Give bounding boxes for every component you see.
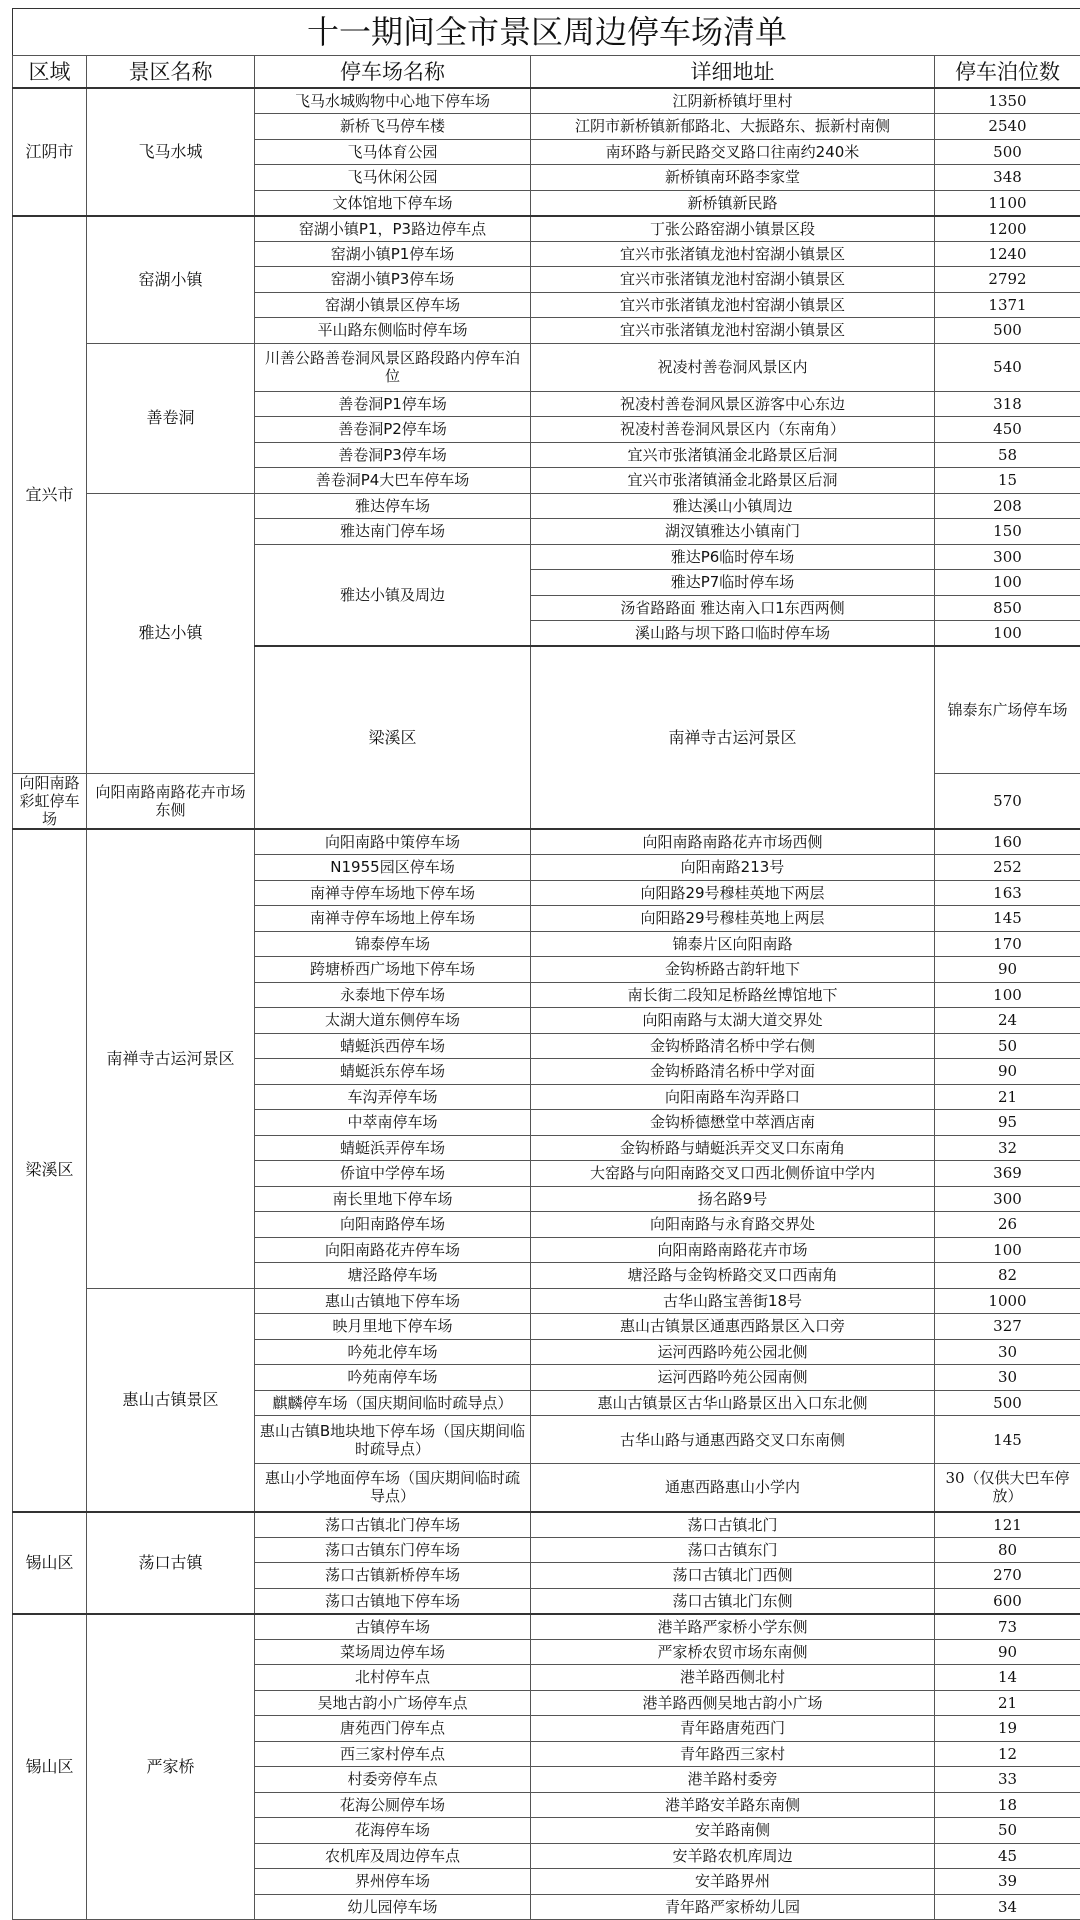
parking-name-cell: 荡口古镇地下停车场 [255,1588,531,1614]
spaces-cell: 100 [935,1237,1080,1263]
table-row [13,1288,1080,1314]
address-cell: 向阳南路南路花卉市场西侧 [531,829,935,855]
address-cell: 江阴市新桥镇新郁路北、大振路东、振新村南侧 [531,114,935,140]
table-row [13,829,1080,855]
parking-name-cell: 南长里地下停车场 [255,1186,531,1212]
spaces-cell: 145 [935,1416,1080,1464]
address-cell: 安羊路界州 [531,1869,935,1895]
address-cell: 宜兴市张渚镇龙池村窑湖小镇景区 [531,292,935,318]
spaces-cell: 90 [935,957,1080,983]
address-cell: 宜兴市张渚镇涌金北路景区后洞 [531,442,935,468]
spaces-cell: 39 [935,1869,1080,1895]
spaces-cell: 100 [935,982,1080,1008]
address-cell: 锦泰片区向阳南路 [531,931,935,957]
parking-name-cell: 跨塘桥西广场地下停车场 [255,957,531,983]
parking-name-cell: 中萃南停车场 [255,1110,531,1136]
parking-name-cell: 锦泰停车场 [255,931,531,957]
address-cell: 港羊路村委旁 [531,1767,935,1793]
address-cell: 金钩桥德懋堂中萃酒店南 [531,1110,935,1136]
address-cell: 向阳南路213号 [531,855,935,881]
scenic-cell: 严家桥 [87,1614,255,1920]
address-cell: 青年路严家桥幼儿园 [531,1894,935,1920]
spaces-cell: 73 [935,1614,1080,1640]
table-row [13,1614,1080,1640]
parking-name-cell: 文体馆地下停车场 [255,190,531,216]
spaces-cell: 1350 [935,88,1080,114]
address-cell: 扬名路9号 [531,1186,935,1212]
spaces-cell: 570 [935,774,1080,830]
parking-name-cell: 善卷洞P4大巴车停车场 [255,468,531,494]
spaces-cell: 58 [935,442,1080,468]
spaces-cell: 30 [935,1365,1080,1391]
parking-name-cell: 飞马休闲公园 [255,165,531,191]
parking-name-cell: 塘泾路停车场 [255,1263,531,1289]
address-cell: 向阳南路南路花卉市场东侧 [87,774,255,830]
address-cell: 荡口古镇北门东侧 [531,1588,935,1614]
scenic-cell: 南禅寺古运河景区 [87,829,255,1288]
address-cell: 古华山路宝善街18号 [531,1288,935,1314]
parking-name-cell: 荡口古镇东门停车场 [255,1537,531,1563]
spaces-cell: 163 [935,880,1080,906]
address-cell: 湖汊镇雅达小镇南门 [531,519,935,545]
zone-cell: 江阴市 [13,88,87,216]
header-row [13,56,1080,89]
address-cell: 金钩桥路清名桥中学对面 [531,1059,935,1085]
spaces-cell: 50 [935,1033,1080,1059]
address-cell: 新桥镇南环路李家堂 [531,165,935,191]
address-cell: 运河西路吟苑公园北侧 [531,1339,935,1365]
spaces-cell: 600 [935,1588,1080,1614]
page-title: 十一期间全市景区周边停车场清单 [12,8,1080,55]
scenic-cell: 窑湖小镇 [87,216,255,344]
address-cell: 运河西路吟苑公园南侧 [531,1365,935,1391]
parking-name-cell: 向阳南路停车场 [255,1212,531,1238]
parking-name-cell: 界州停车场 [255,1869,531,1895]
spaces-cell: 850 [935,595,1080,621]
address-cell: 港羊路西侧吴地古韵小广场 [531,1690,935,1716]
parking-name-cell: 雅达停车场 [255,493,531,519]
parking-name-cell: 惠山古镇B地块地下停车场（国庆期间临时疏导点） [255,1416,531,1464]
spaces-cell: 500 [935,1390,1080,1416]
address-cell: 溪山路与坝下路口临时停车场 [531,621,935,647]
spaces-cell: 450 [935,417,1080,443]
parking-name-cell: 北村停车点 [255,1665,531,1691]
parking-name-cell: 蜻蜓浜西停车场 [255,1033,531,1059]
spaces-cell: 121 [935,1512,1080,1538]
header-spaces: 停车泊位数 [935,56,1080,89]
address-cell: 南长街二段知足桥路丝博馆地下 [531,982,935,1008]
table-row [13,88,1080,114]
spaces-cell: 82 [935,1263,1080,1289]
spaces-cell: 150 [935,519,1080,545]
parking-name-cell: 映月里地下停车场 [255,1314,531,1340]
parking-name-cell: 荡口古镇北门停车场 [255,1512,531,1538]
parking-name-cell: 幼儿园停车场 [255,1894,531,1920]
spaces-cell: 2540 [935,114,1080,140]
table-row [13,343,1080,391]
parking-name-cell: 蜻蜓浜弄停车场 [255,1135,531,1161]
spaces-cell: 21 [935,1084,1080,1110]
address-cell: 荡口古镇北门 [531,1512,935,1538]
address-cell: 金钩桥路与蜻蜓浜弄交叉口东南角 [531,1135,935,1161]
address-cell: 祝凌村善卷洞风景区内 [531,343,935,391]
spaces-cell: 50 [935,1818,1080,1844]
spaces-cell: 45 [935,1843,1080,1869]
parking-name-cell: 太湖大道东侧停车场 [255,1008,531,1034]
parking-name-cell: 车沟弄停车场 [255,1084,531,1110]
spaces-cell: 540 [935,343,1080,391]
spaces-cell: 270 [935,1563,1080,1589]
parking-name-cell: 向阳南路花卉停车场 [255,1237,531,1263]
parking-name-cell: 新桥飞马停车楼 [255,114,531,140]
parking-name-cell: 窑湖小镇P1停车场 [255,241,531,267]
parking-name-cell: 平山路东侧临时停车场 [255,318,531,344]
spaces-cell: 100 [935,570,1080,596]
address-cell: 严家桥农贸市场东南侧 [531,1639,935,1665]
parking-name-cell: 荡口古镇新桥停车场 [255,1563,531,1589]
parking-name-cell: 向阳南路彩虹停车场 [13,774,87,830]
parking-name-cell: 飞马体育公园 [255,139,531,165]
address-cell: 安羊路农机库周边 [531,1843,935,1869]
address-cell: 新桥镇新民路 [531,190,935,216]
parking-name-cell: 村委旁停车点 [255,1767,531,1793]
parking-name-cell: 农机库及周边停车点 [255,1843,531,1869]
parking-name-cell: 侨谊中学停车场 [255,1161,531,1187]
address-cell: 通惠西路惠山小学内 [531,1464,935,1512]
address-cell: 惠山古镇景区通惠西路景区入口旁 [531,1314,935,1340]
spaces-cell: 500 [935,139,1080,165]
spaces-cell: 145 [935,906,1080,932]
address-cell: 惠山古镇景区古华山路景区出入口东北侧 [531,1390,935,1416]
address-cell: 荡口古镇北门西侧 [531,1563,935,1589]
spaces-cell: 90 [935,1639,1080,1665]
spaces-cell: 30（仅供大巴车停放） [935,1464,1080,1512]
address-cell: 金钩桥路清名桥中学右侧 [531,1033,935,1059]
table-row [13,216,1080,242]
address-cell: 宜兴市张渚镇龙池村窑湖小镇景区 [531,267,935,293]
parking-name-cell: 古镇停车场 [255,1614,531,1640]
spaces-cell: 30 [935,1339,1080,1365]
address-cell: 南环路与新民路交叉路口往南约240米 [531,139,935,165]
spaces-cell: 1371 [935,292,1080,318]
table-row [13,493,1080,519]
address-cell: 宜兴市张渚镇龙池村窑湖小镇景区 [531,241,935,267]
header-scenic: 景区名称 [87,56,255,89]
address-cell: 向阳南路与永育路交界处 [531,1212,935,1238]
address-cell: 港羊路安羊路东南侧 [531,1792,935,1818]
parking-name-cell: 唐苑西门停车点 [255,1716,531,1742]
address-cell: 大窑路与向阳南路交叉口西北侧侨谊中学内 [531,1161,935,1187]
parking-name-cell: 善卷洞P3停车场 [255,442,531,468]
parking-name-cell: 吟苑南停车场 [255,1365,531,1391]
spaces-cell: 160 [935,829,1080,855]
spaces-cell: 12 [935,1741,1080,1767]
spaces-cell: 1100 [935,190,1080,216]
address-cell: 汤省路路面 雅达南入口1东西两侧 [531,595,935,621]
parking-name-cell: 麒麟停车场（国庆期间临时疏导点） [255,1390,531,1416]
zone-cell: 梁溪区 [13,829,87,1512]
parking-name-cell: 西三家村停车点 [255,1741,531,1767]
zone-cell: 梁溪区 [255,646,531,829]
spaces-cell: 318 [935,391,1080,417]
spaces-cell: 19 [935,1716,1080,1742]
address-cell: 青年路唐苑西门 [531,1716,935,1742]
address-cell: 雅达P7临时停车场 [531,570,935,596]
address-cell: 雅达P6临时停车场 [531,544,935,570]
address-cell: 向阳南路车沟弄路口 [531,1084,935,1110]
spaces-cell: 21 [935,1690,1080,1716]
address-cell: 宜兴市张渚镇龙池村窑湖小镇景区 [531,318,935,344]
address-cell: 雅达溪山小镇周边 [531,493,935,519]
parking-name-cell: 窑湖小镇景区停车场 [255,292,531,318]
address-cell: 向阳南路南路花卉市场 [531,1237,935,1263]
spaces-cell: 100 [935,621,1080,647]
parking-table [12,55,1080,1920]
address-cell: 港羊路西侧北村 [531,1665,935,1691]
spaces-cell: 14 [935,1665,1080,1691]
address-cell: 丁张公路窑湖小镇景区段 [531,216,935,242]
zone-cell: 锡山区 [13,1614,87,1920]
spaces-cell: 15 [935,468,1080,494]
scenic-cell: 飞马水城 [87,88,255,216]
spaces-cell: 300 [935,1186,1080,1212]
header-address: 详细地址 [531,56,935,89]
table-row [13,1512,1080,1538]
parking-name-cell: 惠山小学地面停车场（国庆期间临时疏导点） [255,1464,531,1512]
parking-name-cell: 蜻蜓浜东停车场 [255,1059,531,1085]
parking-name-cell: 惠山古镇地下停车场 [255,1288,531,1314]
scenic-cell: 善卷洞 [87,343,255,493]
table-body [13,88,1080,1920]
parking-name-cell: 花海公厕停车场 [255,1792,531,1818]
address-cell: 向阳路29号穆桂英地上两层 [531,906,935,932]
scenic-cell: 惠山古镇景区 [87,1288,255,1512]
scenic-cell: 雅达小镇 [87,493,255,774]
parking-name-cell: 花海停车场 [255,1818,531,1844]
address-cell: 塘泾路与金钩桥路交叉口西南角 [531,1263,935,1289]
spaces-cell: 33 [935,1767,1080,1793]
address-cell: 祝凌村善卷洞风景区游客中心东边 [531,391,935,417]
address-cell: 古华山路与通惠西路交叉口东南侧 [531,1416,935,1464]
parking-name-cell: 永泰地下停车场 [255,982,531,1008]
spaces-cell: 208 [935,493,1080,519]
address-cell: 青年路西三家村 [531,1741,935,1767]
address-cell: 江阴新桥镇圩里村 [531,88,935,114]
parking-name-cell: 南禅寺停车场地下停车场 [255,880,531,906]
header-zone: 区域 [13,56,87,89]
parking-name-cell: 善卷洞P2停车场 [255,417,531,443]
parking-name-cell: 善卷洞P1停车场 [255,391,531,417]
spaces-cell: 24 [935,1008,1080,1034]
parking-name-cell: 吴地古韵小广场停车点 [255,1690,531,1716]
parking-name-cell: 向阳南路中策停车场 [255,829,531,855]
parking-name-cell: 雅达南门停车场 [255,519,531,545]
address-cell: 向阳路29号穆桂英地下两层 [531,880,935,906]
spaces-cell: 2792 [935,267,1080,293]
address-cell: 荡口古镇东门 [531,1537,935,1563]
spaces-cell: 32 [935,1135,1080,1161]
parking-name-cell: 窑湖小镇P3停车场 [255,267,531,293]
spaces-cell: 26 [935,1212,1080,1238]
parking-name-cell: 锦泰东广场停车场 [935,646,1080,774]
spaces-cell: 170 [935,931,1080,957]
address-cell: 港羊路严家桥小学东侧 [531,1614,935,1640]
spaces-cell: 252 [935,855,1080,881]
spaces-cell: 369 [935,1161,1080,1187]
parking-name-cell: 南禅寺停车场地上停车场 [255,906,531,932]
spaces-cell: 500 [935,318,1080,344]
spaces-cell: 80 [935,1537,1080,1563]
parking-name-cell: 吟苑北停车场 [255,1339,531,1365]
spaces-cell: 95 [935,1110,1080,1136]
zone-cell: 锡山区 [13,1512,87,1614]
scenic-cell: 荡口古镇 [87,1512,255,1614]
address-cell: 祝凌村善卷洞风景区内（东南角） [531,417,935,443]
spaces-cell: 18 [935,1792,1080,1818]
scenic-cell: 南禅寺古运河景区 [531,646,935,829]
address-cell: 宜兴市张渚镇涌金北路景区后洞 [531,468,935,494]
spaces-cell: 327 [935,1314,1080,1340]
parking-name-cell: 飞马水城购物中心地下停车场 [255,88,531,114]
spaces-cell: 34 [935,1894,1080,1920]
spaces-cell: 300 [935,544,1080,570]
parking-name-cell: 雅达小镇及周边 [255,544,531,646]
spaces-cell: 90 [935,1059,1080,1085]
parking-name-cell: 川善公路善卷洞风景区路段路内停车泊位 [255,343,531,391]
parking-name-cell: 窑湖小镇P1，P3路边停车点 [255,216,531,242]
spaces-cell: 1240 [935,241,1080,267]
spaces-cell: 1200 [935,216,1080,242]
address-cell: 金钩桥路古韵轩地下 [531,957,935,983]
spaces-cell: 1000 [935,1288,1080,1314]
header-parking-name: 停车场名称 [255,56,531,89]
parking-name-cell: N1955园区停车场 [255,855,531,881]
parking-name-cell: 菜场周边停车场 [255,1639,531,1665]
address-cell: 向阳南路与太湖大道交界处 [531,1008,935,1034]
address-cell: 安羊路南侧 [531,1818,935,1844]
zone-cell: 宜兴市 [13,216,87,774]
spaces-cell: 348 [935,165,1080,191]
